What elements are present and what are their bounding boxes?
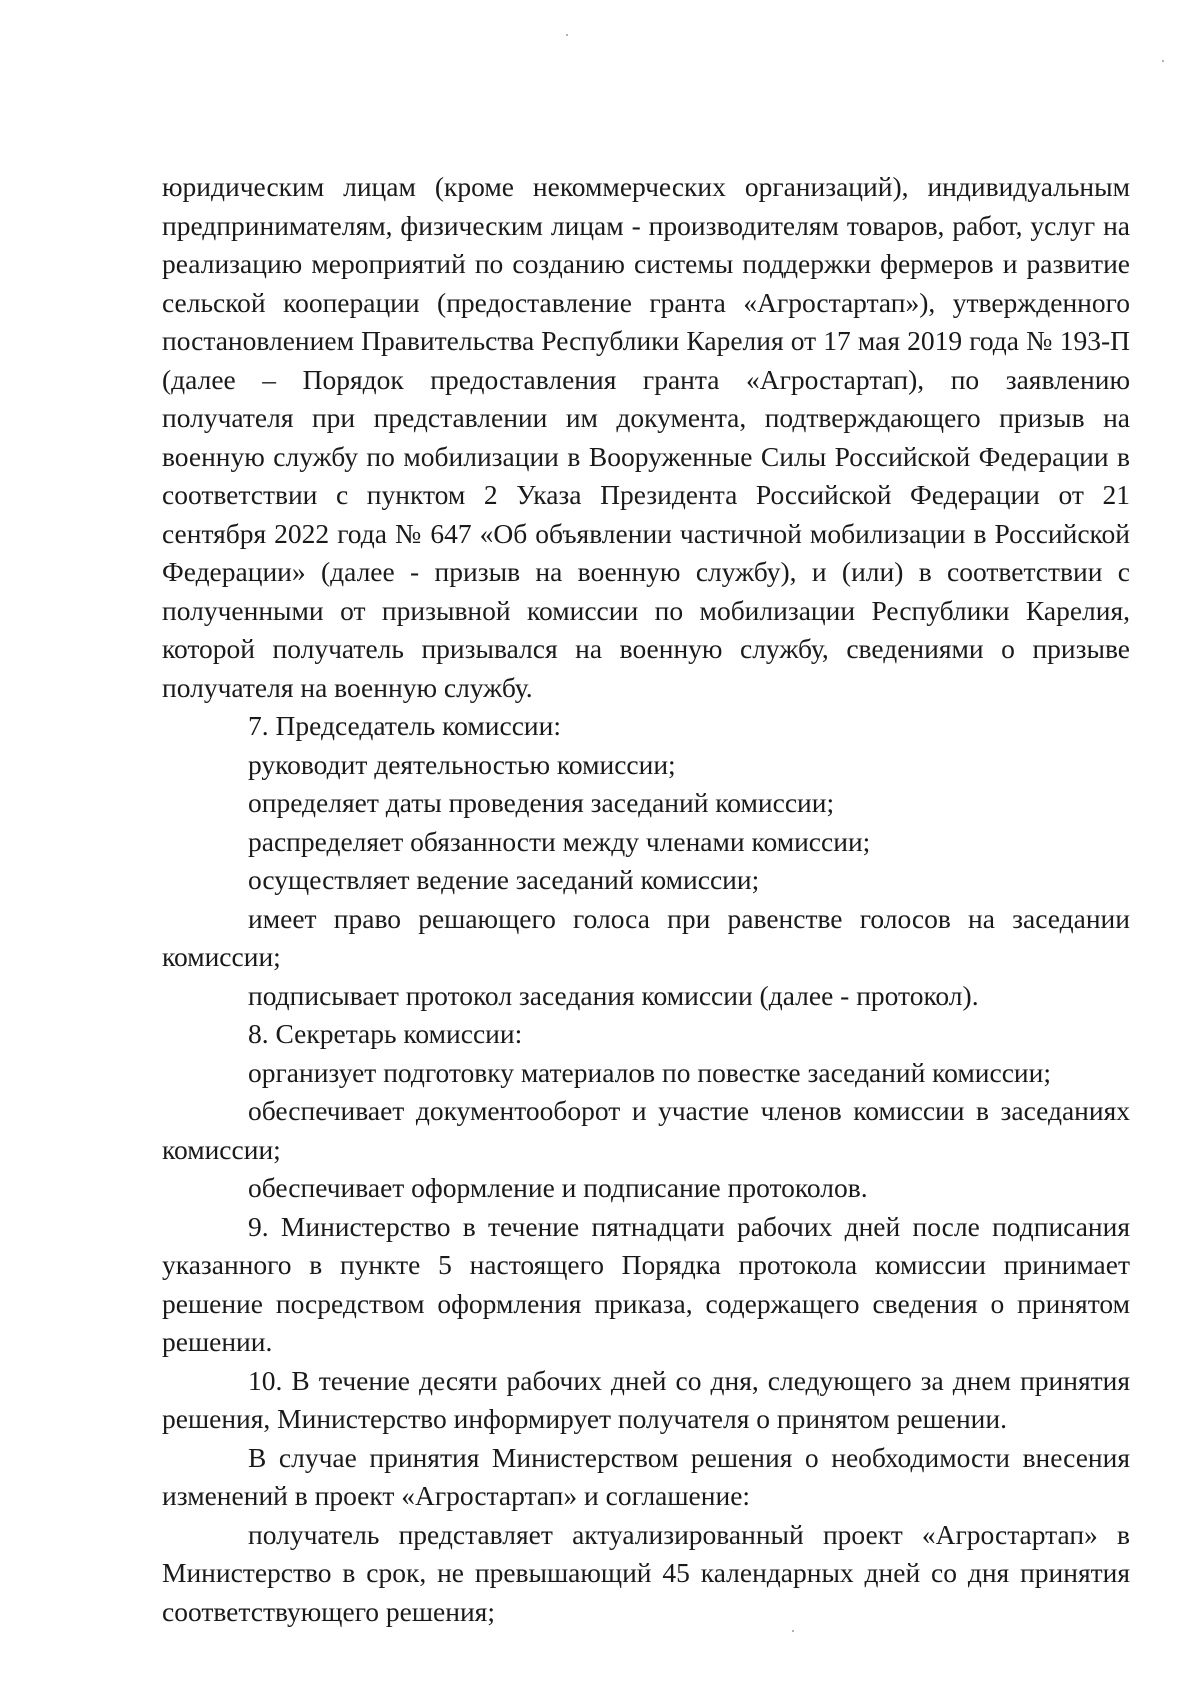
- paragraph-changes-case: В случае принятия Министерством решения о необходимости внесения изменений в проект «Агростартап» и соглашение:: [162, 1441, 1130, 1511]
- scan-speck: [1162, 60, 1164, 62]
- paragraph-item-9: 9. Министерство в течение пятнадцати рабочих дней после подписания указанного в пункте 5 настоящего Порядка протокола комиссии принимает решение посредством оформления приказа, содержащего сведения о принятом решении.: [162, 1210, 1130, 1357]
- paragraph-recipient-obligation: получатель представляет актуализированный проект «Агростартап» в Министерство в срок, не превышающий 45 календарных дней со дня принятия соответствующего решения;: [162, 1518, 1130, 1627]
- paragraph-chairman-duty: распределяет обязанности между членами комиссии;: [248, 825, 871, 857]
- paragraph-chairman-duty: руководит деятельностью комиссии;: [248, 748, 676, 780]
- scan-speck: [566, 34, 568, 36]
- paragraph-chairman-duty: осуществляет ведение заседаний комиссии;: [248, 864, 760, 895]
- continued-paragraph: юридическим лицам (кроме некоммерческих организаций), индивидуальным предпринимателям, физическим лицам - производителям товаров, работ, услуг на реализацию мероприятий по созданию системы поддержки фермеров и развитие сельской кооперации (предоставление гранта «Агростартап»), утвержденного постановлением Правительства Республики Карелия от 17 мая 2019 года № 193-П (далее – Порядок предоставления гранта «Агростартап), по заявлению получателя при представлении им документа, подтверждающего призыв на военную службу по мобилизации в Вооруженные Силы Российской Федерации в соответствии с пунктом 2 Указа Президента Российской Федерации от 21 сентября 2022 года № 647 «Об объявлении частичной мобилизации в Российской Федерации» (далее - призыв на военную службу), и (или) в соответствии с полученными от призывной комиссии по мобилизации Республики Карелия, которой получатель призывался на военную службу, сведениями о призыве получателя на военную службу.: [162, 171, 1130, 703]
- paragraph-chairman-duty: имеет право решающего голоса при равенстве голосов на заседании комиссии;: [162, 902, 1130, 972]
- paragraph-secretary-duty: обеспечивает документооборот и участие членов комиссии в заседаниях комиссии;: [162, 1095, 1130, 1165]
- paragraph-chairman-duty: подписывает протокол заседания комиссии (далее - протокол).: [248, 979, 979, 1011]
- paragraph-secretary-heading: 8. Секретарь комиссии:: [248, 1018, 523, 1049]
- paragraph-secretary-duty: обеспечивает оформление и подписание протоколов.: [248, 1172, 868, 1203]
- paragraph-chairman-heading: 7. Председатель комиссии:: [248, 710, 561, 741]
- paragraph-item-10: 10. В течение десяти рабочих дней со дня, следующего за днем принятия решения, Министерство информирует получателя о принятом решении.: [162, 1364, 1130, 1434]
- document-body: [162, 168, 1130, 1631]
- paragraph-chairman-duty: определяет даты проведения заседаний комиссии;: [248, 787, 835, 818]
- paragraph-secretary-duty: организует подготовку материалов по повестке заседаний комиссии;: [248, 1056, 1051, 1088]
